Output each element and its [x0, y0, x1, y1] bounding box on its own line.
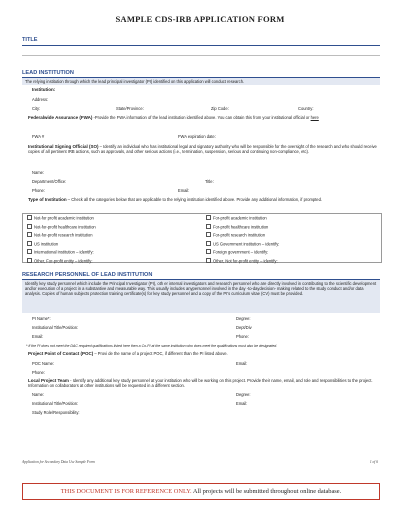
checkbox-icon[interactable] — [206, 249, 211, 254]
title-input-line[interactable] — [22, 55, 380, 56]
type-checkbox-item[interactable]: For-profit healthcare institution — [206, 224, 279, 230]
fwa-heading: Federalwide Assurance (FWA) — [28, 115, 93, 120]
team-email-label: Email: — [236, 401, 248, 406]
document-title: SAMPLE CDS-IRB APPLICATION FORM — [115, 14, 285, 24]
poc-heading: Project Point of Contact (POC) — [28, 351, 94, 356]
country-label: Country: — [298, 106, 314, 111]
title-rule — [22, 45, 380, 46]
team-text: - Identify any additional key study personnel at your institution who will be working on this project. Provide their name, email, and role and responsibilities to the project. Information on collaborators at other institutions will be requested in a different section. — [28, 378, 373, 389]
city-label: City: — [32, 106, 41, 111]
signing-official-heading: Institutional Signing Official (SO) — [28, 144, 99, 149]
team-role-label: Study Role/Responsibility: — [32, 410, 80, 415]
lead-intro-text: The relying institution through which the lead principal investigator (PI) identified on this application will conduct research. — [25, 79, 245, 84]
pi-email-label: Email: — [32, 334, 44, 339]
type-checkbox-item[interactable]: Not-for profit academic institution — [27, 215, 96, 221]
institution-type-checkbox-box — [22, 213, 382, 263]
type-right-column — [206, 215, 279, 263]
type-checkbox-item[interactable]: Not-for-profit healthcare institution — [27, 224, 96, 230]
checkbox-icon[interactable] — [27, 258, 32, 263]
type-checkbox-item[interactable]: Other, Not for-profit entity – identify: — [206, 258, 279, 264]
so-phone-label: Phone: — [32, 188, 45, 193]
type-left-column — [27, 215, 96, 263]
pi-name-label: PI Name*: — [32, 316, 51, 321]
type-checkbox-item[interactable]: For-profit academic institution — [206, 215, 279, 221]
institution-type-heading: Type of Institution — [28, 197, 67, 202]
fwa-link[interactable]: here — [310, 115, 319, 120]
checkbox-icon[interactable] — [206, 241, 211, 246]
reference-notice-text: All projects will be submitted throughout online database. — [191, 488, 342, 495]
poc-phone-label: Phone: — [32, 370, 45, 375]
pi-dept-label: Dept/Div — [236, 325, 252, 330]
fwa-expiration-label: FWA expiration date: — [178, 134, 216, 139]
zip-label: Zip Code: — [211, 106, 229, 111]
state-label: State/Province: — [116, 106, 144, 111]
so-department-label: Department/Office: — [32, 179, 67, 184]
pi-degree-label: Degree: — [236, 316, 251, 321]
team-name-label: Name: — [32, 392, 45, 397]
checkbox-icon[interactable] — [27, 241, 32, 246]
checkbox-icon[interactable] — [206, 224, 211, 229]
poc-email-label: Email: — [236, 361, 248, 366]
checkbox-icon[interactable] — [206, 232, 211, 237]
checkbox-icon[interactable] — [27, 215, 32, 220]
institution-label: Institution: — [32, 87, 56, 92]
personnel-intro-text: Identify key study personnel which include the Principal Investigator (PI), oth er internal investigators and research personnel who are directly involved in contributing to the scientific development and/or execution of a project in a substantive and measurable way. This usually includes anypersonnel involved in the day -to-daydecision- making related to the study conduct and/or data analysis. Copies of human subjects protection training certificate(s) for key study personnel and a copy of the PI's curriculum vitae (CV) must be provided. — [25, 281, 377, 297]
checkbox-icon[interactable] — [27, 232, 32, 237]
personnel-heading: RESEARCH PERSONNEL OF LEAD INSTITUTION — [22, 272, 153, 278]
title-section-heading: TITLE — [22, 37, 38, 43]
poc-name-label: POC Name: — [32, 361, 55, 366]
signing-official-paragraph — [28, 144, 378, 154]
type-checkbox-item[interactable]: International institution – identify: — [27, 249, 96, 255]
checkbox-icon[interactable] — [27, 224, 32, 229]
checkbox-icon[interactable] — [27, 249, 32, 254]
reference-notice-warning: THIS DOCUMENT IS FOR REFERENCE ONLY. — [60, 488, 192, 495]
type-checkbox-item[interactable]: Foreign government – identify: — [206, 249, 279, 255]
poc-text: – Provi de the name of a project POC, if different than the PI listed above. — [93, 351, 228, 356]
footer-form-name: Application for Secondary Data Use Sample Form — [22, 460, 95, 464]
type-checkbox-item[interactable]: US institution — [27, 241, 96, 247]
type-checkbox-item[interactable]: Not-for-profit research institution — [27, 232, 96, 238]
pi-title-label: Institutional Title/Position: — [32, 325, 79, 330]
pi-qualification-note: * If the PI does not meet the DAC required qualifications listed here then a Co-PI at the same institution who does meet the qualifications must also be designated. — [26, 344, 278, 348]
fwa-paragraph — [28, 115, 378, 120]
fwa-text: -Provide the FWA information of the lead institution identified above. You can obtain this from your institutional official or — [92, 115, 311, 120]
so-name-label: Name: — [32, 170, 45, 175]
address-label: Address: — [32, 97, 49, 102]
team-heading: Local Project Team — [28, 378, 69, 383]
team-degree-label: Degree: — [236, 392, 251, 397]
so-title-label: Title: — [205, 179, 214, 184]
reference-notice-box — [22, 483, 380, 500]
checkbox-icon[interactable] — [206, 258, 211, 263]
footer-page-number: 1 of 6 — [369, 460, 378, 464]
signing-official-text: – Identify an individual who has institutional legal and signatory authority who will be responsible for the oversight of the research and who should receive copies of all pertinent IRB actions, such as approvals, and other serious actions (i.e., termination, suspension, serious and continuing non-compliance, etc). — [28, 144, 377, 155]
type-checkbox-item[interactable]: Other, For-profit entity – identify: — [27, 258, 96, 264]
lead-institution-heading: LEAD INSTITUTION — [22, 70, 74, 76]
type-checkbox-item[interactable]: US Government institution – identify: — [206, 241, 279, 247]
institution-type-text: – Check all the categories below that are applicable to the relying institution identified above. Provide any additional information, if prompted. — [66, 197, 322, 202]
type-checkbox-item[interactable]: For-profit research institution — [206, 232, 279, 238]
institution-type-paragraph — [28, 197, 378, 202]
so-email-label: Email: — [178, 188, 190, 193]
checkbox-icon[interactable] — [206, 215, 211, 220]
pi-phone-label: Phone: — [236, 334, 249, 339]
team-title-label: Institutional Title/Position: — [32, 401, 79, 406]
team-paragraph — [28, 378, 378, 388]
fwa-number-label: FWA # — [32, 134, 45, 139]
poc-paragraph — [28, 351, 378, 356]
